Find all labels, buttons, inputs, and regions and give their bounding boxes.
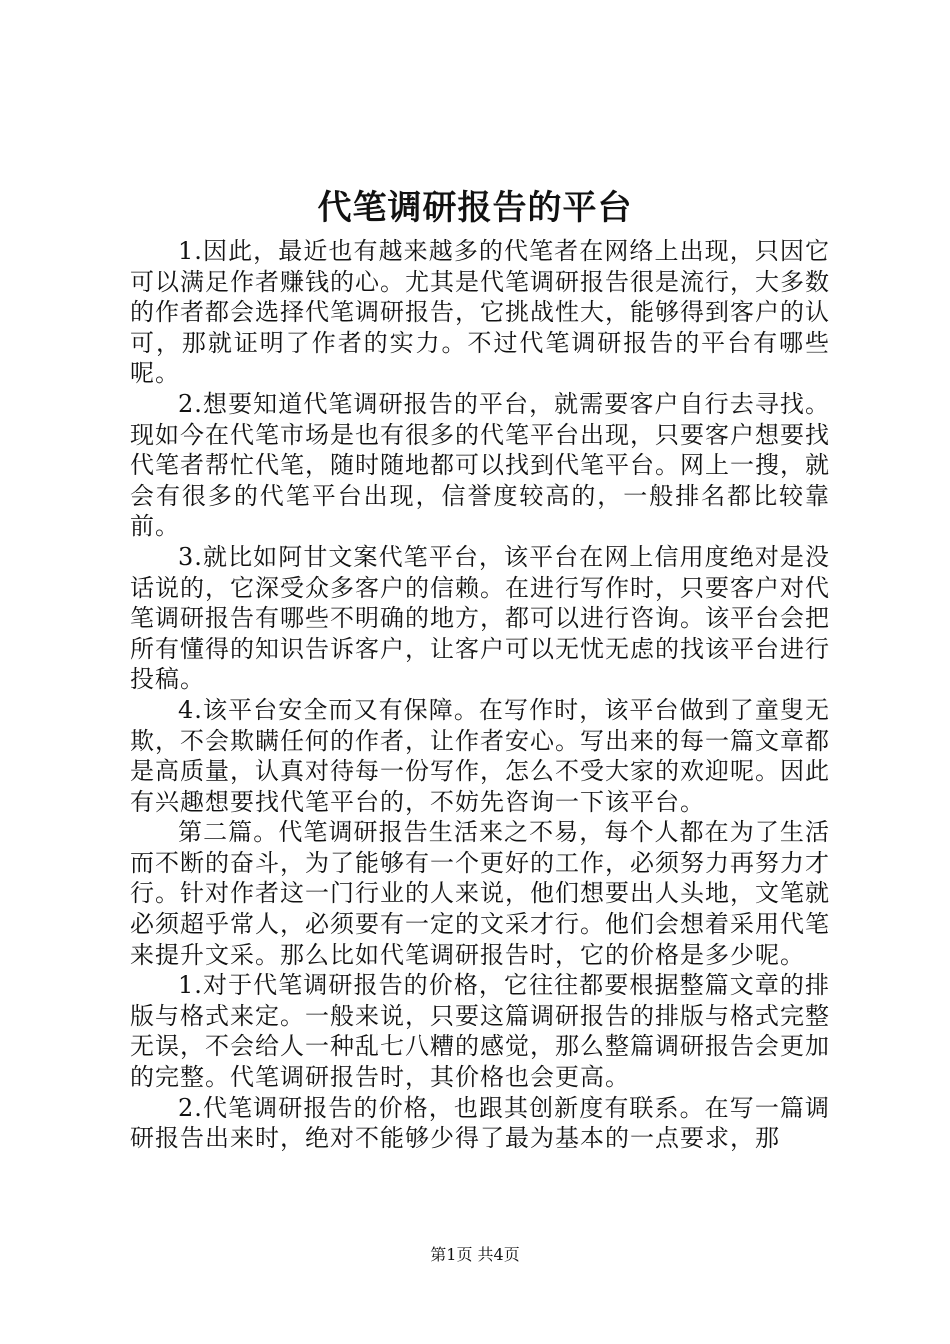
- paragraph-7: 2.代笔调研报告的价格，也跟其创新度有联系。在写一篇调研报告出来时，绝对不能够少得了最为基本的一点要求，那: [130, 1093, 830, 1153]
- document-body: [130, 236, 830, 1154]
- paragraph-2: 2.想要知道代笔调研报告的平台，就需要客户自行去寻找。现如今在代笔市场是也有很多的代笔平台出现，只要客户想要找代笔者帮忙代笔，随时随地都可以找到代笔平台。网上一搜，就会有很多的代笔平台出现，信誉度较高的，一般排名都比较靠前。: [130, 389, 830, 541]
- paragraph-6: 1.对于代笔调研报告的价格，它往往都要根据整篇文章的排版与格式来定。一般来说，只要这篇调研报告的排版与格式完整无误，不会给人一种乱七八糟的感觉，那么整篇调研报告会更加的完整。代笔调研报告时，其价格也会更高。: [130, 971, 830, 1092]
- paragraph-4: 4.该平台安全而又有保障。在写作时，该平台做到了童叟无欺，不会欺瞒任何的作者，让作者安心。写出来的每一篇文章都是高质量，认真对待每一份写作，怎么不受大家的欢迎呢。因此有兴趣想要找代笔平台的，不妨先咨询一下该平台。: [130, 695, 830, 816]
- paragraph-3: 3.就比如阿甘文案代笔平台，该平台在网上信用度绝对是没话说的，它深受众多客户的信赖。在进行写作时，只要客户对代笔调研报告有哪些不明确的地方，都可以进行咨询。该平台会把所有懂得的知识告诉客户，让客户可以无忧无虑的找该平台进行投稿。: [130, 542, 830, 694]
- paragraph-5: 第二篇。代笔调研报告生活来之不易，每个人都在为了生活而不断的奋斗，为了能够有一个更好的工作，必须努力再努力才行。针对作者这一门行业的人来说，他们想要出人头地，文笔就必须超乎常人，必须要有一定的文采才行。他们会想着采用代笔来提升文采。那么比如代笔调研报告时，它的价格是多少呢。: [130, 818, 830, 969]
- paragraph-1: 1.因此，最近也有越来越多的代笔者在网络上出现，只因它可以满足作者赚钱的心。尤其是代笔调研报告很是流行，大多数的作者都会选择代笔调研报告，它挑战性大，能够得到客户的认可，那就证明了作者的实力。不过代笔调研报告的平台有哪些呢。: [130, 237, 830, 388]
- document-title: 代笔调研报告的平台: [317, 188, 633, 228]
- page-number-footer: 第1页 共4页: [430, 1245, 520, 1264]
